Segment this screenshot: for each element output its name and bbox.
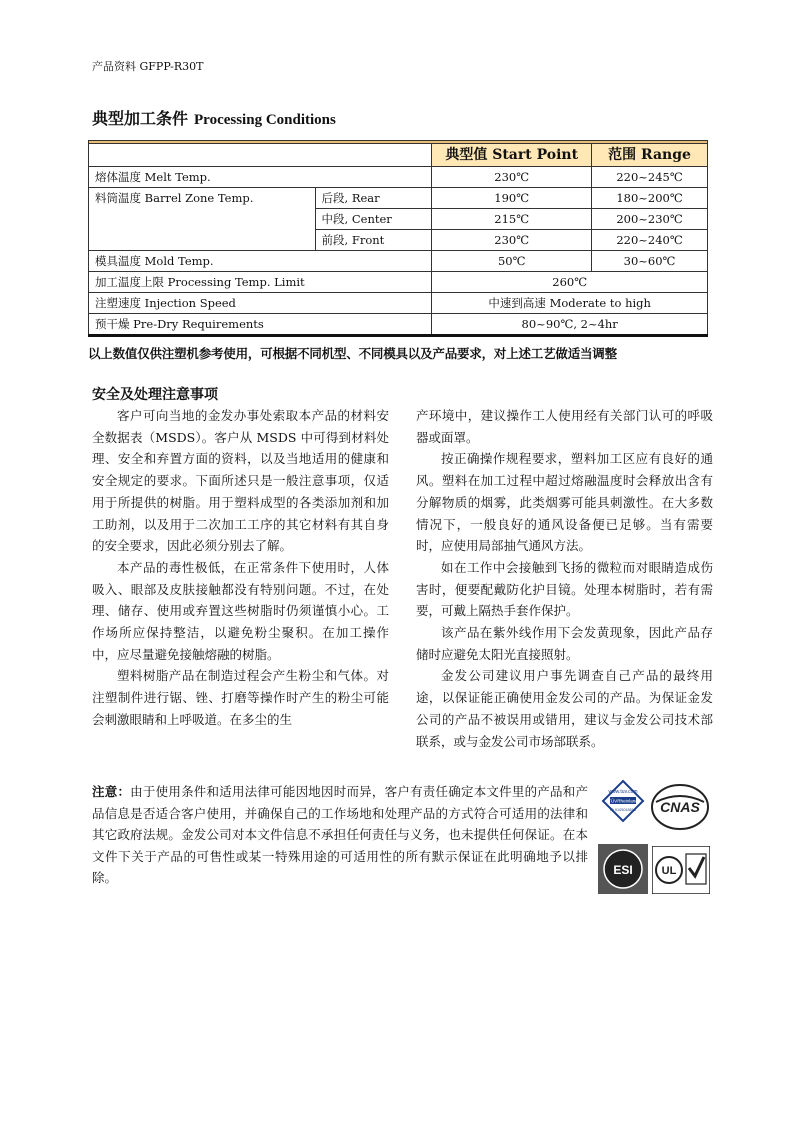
document-tag: 产品资料 GFPP-R30T bbox=[92, 60, 204, 73]
barrel-rear-range: 180~200℃ bbox=[592, 188, 708, 209]
safety-column-right bbox=[416, 405, 713, 752]
table-row-mold bbox=[89, 251, 708, 272]
header-range: 范围 Range bbox=[592, 144, 708, 167]
processing-title-en: Processing Conditions bbox=[194, 112, 336, 128]
mold-label: 模具温度 Mold Temp. bbox=[89, 251, 432, 272]
table-row-temp-limit bbox=[89, 272, 708, 293]
safety-paragraph-6: 该产品在紫外线作用下会发黄现象，因此产品存储时应避免太阳光直接照射。 bbox=[416, 625, 713, 662]
barrel-rear-label: 后段, Rear bbox=[315, 188, 432, 209]
barrel-center-label: 中段, Center bbox=[315, 209, 432, 230]
barrel-front-label: 前段, Front bbox=[315, 230, 432, 251]
predry-value: 80~90℃, 2~4hr bbox=[432, 314, 708, 336]
safety-paragraph-2: 本产品的毒性极低，在正常条件下使用时，人体吸入、眼部及皮肤接触都没有特别问题。不过，在处理、储存、使用或弃置这些树脂时仍须谨慎小心。工作场所应保持整洁，以避免粉尘聚积。在加工操作中，应尽量避免接触熔融的树脂。 bbox=[92, 559, 389, 662]
injection-speed-value: 中速到高速 Moderate to high bbox=[432, 293, 708, 314]
legal-notice-text: 由于使用条件和适用法律可能因地因时而异，客户有责任确定本文件里的产品和产品信息是否适合客户使用，并确保自己的工作场地和处理产品的方式符合可适用的法律和其它政府法规。金发公司对本文件信息不承担任何责任与义务，也未提供任何保证。在本文件下关于产品的可售性或某一特殊用途的可适用性的所有默示保证在此明确地予以排除。 bbox=[92, 784, 588, 885]
barrel-front-range: 220~240℃ bbox=[592, 230, 708, 251]
processing-title-cn: 典型加工条件 bbox=[92, 109, 189, 128]
mold-start: 50℃ bbox=[432, 251, 592, 272]
mold-range: 30~60℃ bbox=[592, 251, 708, 272]
safety-paragraph-3: 塑料树脂产品在制造过程会产生粉尘和气体。对注塑制件进行锯、锉、打磨等操作时产生的粉尘可能会刺激眼睛和上呼吸道。在多尘的生 bbox=[92, 668, 389, 727]
melt-range: 220~245℃ bbox=[592, 167, 708, 188]
barrel-label: 料筒温度 Barrel Zone Temp. bbox=[89, 188, 316, 251]
safety-section-title: 安全及处理注意事项 bbox=[92, 387, 218, 403]
processing-section-title bbox=[92, 106, 336, 129]
legal-notice-label: 注意： bbox=[92, 784, 131, 799]
safety-paragraph-1: 客户可向当地的金发办事处索取本产品的材料安全数据表（MSDS）。客户从 MSDS 中可得到材料处理、安全和弃置方面的资料，以及当地适用的健康和安全规定的要求。下面所述只是一般注意事项，仅适用于所提供的树脂。用于塑料成型的各类添加剂和加工助剂，以及用于二次加工工序的其它材料有其自身的安全要求，因此必须分别去了解。 bbox=[92, 408, 389, 554]
legal-notice bbox=[92, 781, 588, 889]
temp-limit-label: 加工温度上限 Processing Temp. Limit bbox=[89, 272, 432, 293]
header-start-point: 典型值 Start Point bbox=[432, 144, 592, 167]
predry-label: 预干燥 Pre-Dry Requirements bbox=[89, 314, 432, 336]
table-row-predry bbox=[89, 314, 708, 336]
barrel-center-range: 200~230℃ bbox=[592, 209, 708, 230]
barrel-front-start: 230℃ bbox=[432, 230, 592, 251]
safety-paragraph-3-continued: 产环境中，建议操作工人使用经有关部门认可的呼吸器或面罩。 bbox=[416, 408, 713, 445]
cnas-logo bbox=[650, 782, 710, 832]
temp-limit-value: 260℃ bbox=[432, 272, 708, 293]
processing-note: 以上数值仅供注塑机参考使用，可根据不同机型、不同模具以及产品要求，对上述工艺做适当调整 bbox=[88, 346, 617, 361]
barrel-center-start: 215℃ bbox=[432, 209, 592, 230]
processing-table bbox=[88, 140, 708, 337]
melt-start: 230℃ bbox=[432, 167, 592, 188]
tuv-url-text: www.tuv.com bbox=[608, 789, 638, 795]
safety-paragraph-4: 按正确操作规程要求，塑料加工区应有良好的通风。塑料在加工过程中超过熔融温度时会释放出含有分解物质的烟雾，此类烟雾可能具刺激性。在大多数情况下，一般良好的通风设备便已足够。当有需要时，应使用局部抽气通风方法。 bbox=[416, 451, 713, 554]
ul-text: UL bbox=[661, 865, 677, 877]
tuv-id-text: ID 9105018518 bbox=[610, 808, 636, 812]
table-row-barrel-rear bbox=[89, 188, 708, 209]
safety-column-left bbox=[92, 405, 389, 731]
esi-text: ESI bbox=[613, 863, 633, 877]
table-row-melt bbox=[89, 167, 708, 188]
safety-paragraph-5: 如在工作中会接触到飞扬的微粒而对眼睛造成伤害时，便要配戴防化护目镜。处理本树脂时，若有需要，可戴上隔热手套作保护。 bbox=[416, 559, 713, 619]
table-row-injection-speed bbox=[89, 293, 708, 314]
tuv-logo bbox=[600, 778, 646, 828]
tuv-brand-text: TÜVRheinland bbox=[608, 798, 638, 804]
header-blank-cell bbox=[89, 144, 432, 167]
melt-label: 熔体温度 Melt Temp. bbox=[89, 167, 432, 188]
safety-paragraph-7: 金发公司建议用户事先调查自己产品的最终用途，以保证能正确使用金发公司的产品。为保证金发公司的产品不被误用或错用，建议与金发公司技术部联系，或与金发公司市场部联系。 bbox=[416, 668, 713, 749]
table-header-row bbox=[89, 144, 708, 167]
cnas-text: CNAS bbox=[660, 799, 700, 815]
esi-logo bbox=[598, 844, 648, 894]
ul-logo bbox=[652, 846, 710, 894]
injection-speed-label: 注塑速度 Injection Speed bbox=[89, 293, 432, 314]
barrel-rear-start: 190℃ bbox=[432, 188, 592, 209]
